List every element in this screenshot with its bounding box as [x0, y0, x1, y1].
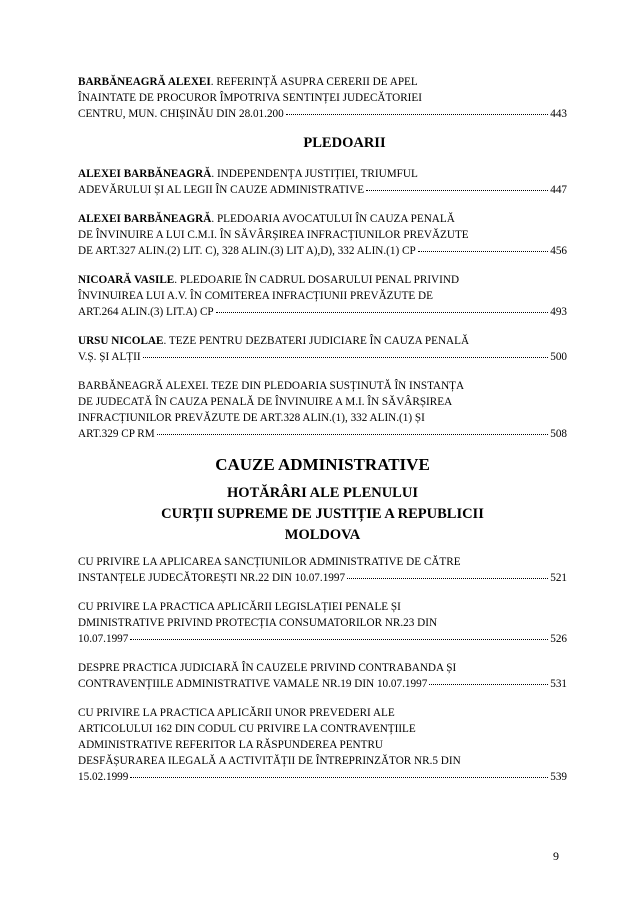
- toc-entry-page: 500: [550, 351, 567, 363]
- toc-entry[interactable]: [78, 333, 567, 365]
- toc-entry-line: DE ÎNVINUIRE A LUI C.M.I. ÎN SĂVÂRȘIREA INFRACȚIUNILOR PREVĂZUTE: [78, 229, 469, 241]
- toc-entry-line: DESFĂȘURAREA ILEGALĂ A ACTIVITĂȚII DE ÎNTREPRINZĂTOR NR.5 DIN: [78, 755, 461, 767]
- toc-entry[interactable]: [78, 554, 567, 586]
- toc-entry-line: CU PRIVIRE LA APLICAREA SANCȚIUNILOR ADMINISTRATIVE DE CĂTRE: [78, 556, 461, 568]
- toc-entry-line: URSU NICOLAE. TEZE PENTRU DEZBATERI JUDICIARE ÎN CAUZA PENALĂ: [78, 335, 470, 347]
- toc-entry-last-line: [78, 426, 567, 442]
- toc-entry-author: URSU NICOLAE: [78, 335, 164, 347]
- toc-entry-text: INSTANȚELE JUDECĂTOREȘTI NR.22 DIN 10.07.1997: [78, 572, 346, 584]
- toc-entry-line: ÎNVINUIREA LUI A.V. ÎN COMITEREA INFRACȚIUNII PREVĂZUTE DE: [78, 290, 433, 302]
- toc-entry-last-line: [78, 631, 567, 647]
- toc-entry-line: NICOARĂ VASILE. PLEDOARIE ÎN CADRUL DOSARULUI PENAL PRIVIND: [78, 274, 460, 286]
- toc-entry-page: 493: [550, 306, 567, 318]
- table-of-contents: [78, 74, 567, 798]
- toc-entry-line: BARBĂNEAGRĂ ALEXEI. REFERINȚĂ ASUPRA CERERII DE APEL: [78, 76, 418, 88]
- toc-entry-text: DE ART.327 ALIN.(2) LIT. C), 328 ALIN.(3) LIT A),D), 332 ALIN.(1) CP: [78, 245, 416, 257]
- dot-leader: [418, 241, 549, 252]
- toc-group-cauze: [78, 554, 567, 785]
- toc-entry[interactable]: [78, 378, 567, 442]
- toc-entry-author: ALEXEI BARBĂNEAGRĂ: [78, 168, 212, 180]
- section-title-pledoarii: PLEDOARII: [303, 135, 386, 151]
- toc-entry-last-line: [78, 349, 567, 365]
- dot-leader: [366, 180, 548, 191]
- toc-entry[interactable]: [78, 166, 567, 198]
- toc-entry-text: ART.264 ALIN.(3) LIT.A) CP: [78, 306, 214, 318]
- toc-entry[interactable]: [78, 705, 567, 785]
- dot-leader: [286, 104, 548, 115]
- toc-entry[interactable]: [78, 660, 567, 692]
- toc-entry-page: 447: [550, 184, 567, 196]
- toc-entry-line: DMINISTRATIVE PRIVIND PROTECȚIA CONSUMATORILOR NR.23 DIN: [78, 617, 438, 629]
- toc-entry-author: BARBĂNEAGRĂ ALEXEI: [78, 76, 211, 88]
- toc-entry-page: 456: [550, 245, 567, 257]
- toc-group-top: [78, 74, 567, 122]
- toc-entry-page: 539: [550, 771, 567, 783]
- toc-entry-last-line: [78, 304, 567, 320]
- toc-entry-author: ALEXEI BARBĂNEAGRĂ: [78, 213, 212, 225]
- toc-entry-last-line: [78, 106, 567, 122]
- toc-entry-text: CENTRU, MUN. CHIȘINĂU DIN 28.01.200: [78, 108, 284, 120]
- toc-entry-page: 508: [550, 428, 567, 440]
- dot-leader: [130, 767, 548, 778]
- subsection-title-line: CURȚII SUPREME DE JUSTIȚIE A REPUBLICII: [161, 506, 484, 522]
- dot-leader: [429, 674, 548, 685]
- dot-leader: [347, 568, 548, 579]
- toc-entry[interactable]: [78, 74, 567, 122]
- toc-entry-line: ARTICOLULUI 162 DIN CODUL CU PRIVIRE LA CONTRAVENȚIILE: [78, 723, 416, 735]
- toc-entry-page: 521: [550, 572, 567, 584]
- toc-entry-text: V.Ș. ȘI ALȚII: [78, 351, 141, 363]
- dot-leader: [216, 302, 549, 313]
- toc-entry-last-line: [78, 769, 567, 785]
- toc-entry-last-line: [78, 570, 567, 586]
- toc-entry-line: ÎNAINTATE DE PROCUROR ÎMPOTRIVA SENTINȚEI JUDECĂTORIEI: [78, 92, 422, 104]
- toc-entry-line: ALEXEI BARBĂNEAGRĂ. PLEDOARIA AVOCATULUI ÎN CAUZA PENALĂ: [78, 213, 455, 225]
- toc-entry-text: CONTRAVENȚIILE ADMINISTRATIVE VAMALE NR.19 DIN 10.07.1997: [78, 678, 428, 690]
- toc-entry-page: 531: [550, 678, 567, 690]
- toc-entry-page: 526: [550, 633, 567, 645]
- toc-entry-line: BARBĂNEAGRĂ ALEXEI. TEZE DIN PLEDOARIA SUSȚINUTĂ ÎN INSTANȚA: [78, 380, 465, 392]
- toc-entry[interactable]: [78, 211, 567, 259]
- toc-entry-last-line: [78, 243, 567, 259]
- toc-entry-last-line: [78, 182, 567, 198]
- dot-leader: [143, 347, 549, 358]
- toc-entry-line: ALEXEI BARBĂNEAGRĂ. INDEPENDENȚA JUSTIȚIEI, TRIUMFUL: [78, 168, 418, 180]
- dot-leader: [157, 424, 548, 435]
- toc-entry[interactable]: [78, 272, 567, 320]
- toc-entry-line: DESPRE PRACTICA JUDICIARĂ ÎN CAUZELE PRIVIND CONTRABANDA ȘI: [78, 662, 457, 674]
- toc-entry-line: ADMINISTRATIVE REFERITOR LA RĂSPUNDEREA PENTRU: [78, 739, 383, 751]
- toc-entry-text: 15.02.1999: [78, 771, 129, 783]
- toc-entry[interactable]: [78, 599, 567, 647]
- toc-entry-line: CU PRIVIRE LA PRACTICA APLICĂRII UNOR PREVEDERI ALE: [78, 707, 395, 719]
- toc-entry-text: ART.329 CP RM: [78, 428, 155, 440]
- toc-group-pledoarii: [78, 166, 567, 442]
- section-title-cauze-administrative: CAUZE ADMINISTRATIVE: [215, 455, 430, 474]
- toc-entry-text: 10.07.1997: [78, 633, 129, 645]
- toc-entry-line: CU PRIVIRE LA PRACTICA APLICĂRII LEGISLAȚIEI PENALE ȘI: [78, 601, 401, 613]
- toc-entry-page: 443: [550, 108, 567, 120]
- dot-leader: [130, 629, 548, 640]
- subsection-title-line: MOLDOVA: [284, 527, 361, 543]
- toc-entry-last-line: [78, 676, 567, 692]
- toc-entry-author: NICOARĂ VASILE: [78, 274, 175, 286]
- toc-entry-line: INFRACȚIUNILOR PREVĂZUTE DE ART.328 ALIN.(1), 332 ALIN.(1) ȘI: [78, 412, 425, 424]
- toc-entry-text: ADEVĂRULUI ȘI AL LEGII ÎN CAUZE ADMINISTRATIVE: [78, 184, 365, 196]
- subsection-title-line: HOTĂRÂRI ALE PLENULUI: [227, 485, 418, 501]
- toc-entry-line: DE JUDECATĂ ÎN CAUZA PENALĂ DE ÎNVINUIRE A M.I. ÎN SĂVÂRȘIREA: [78, 396, 453, 408]
- page-number: 9: [553, 849, 559, 863]
- subsection-title-hotarari: [78, 483, 567, 546]
